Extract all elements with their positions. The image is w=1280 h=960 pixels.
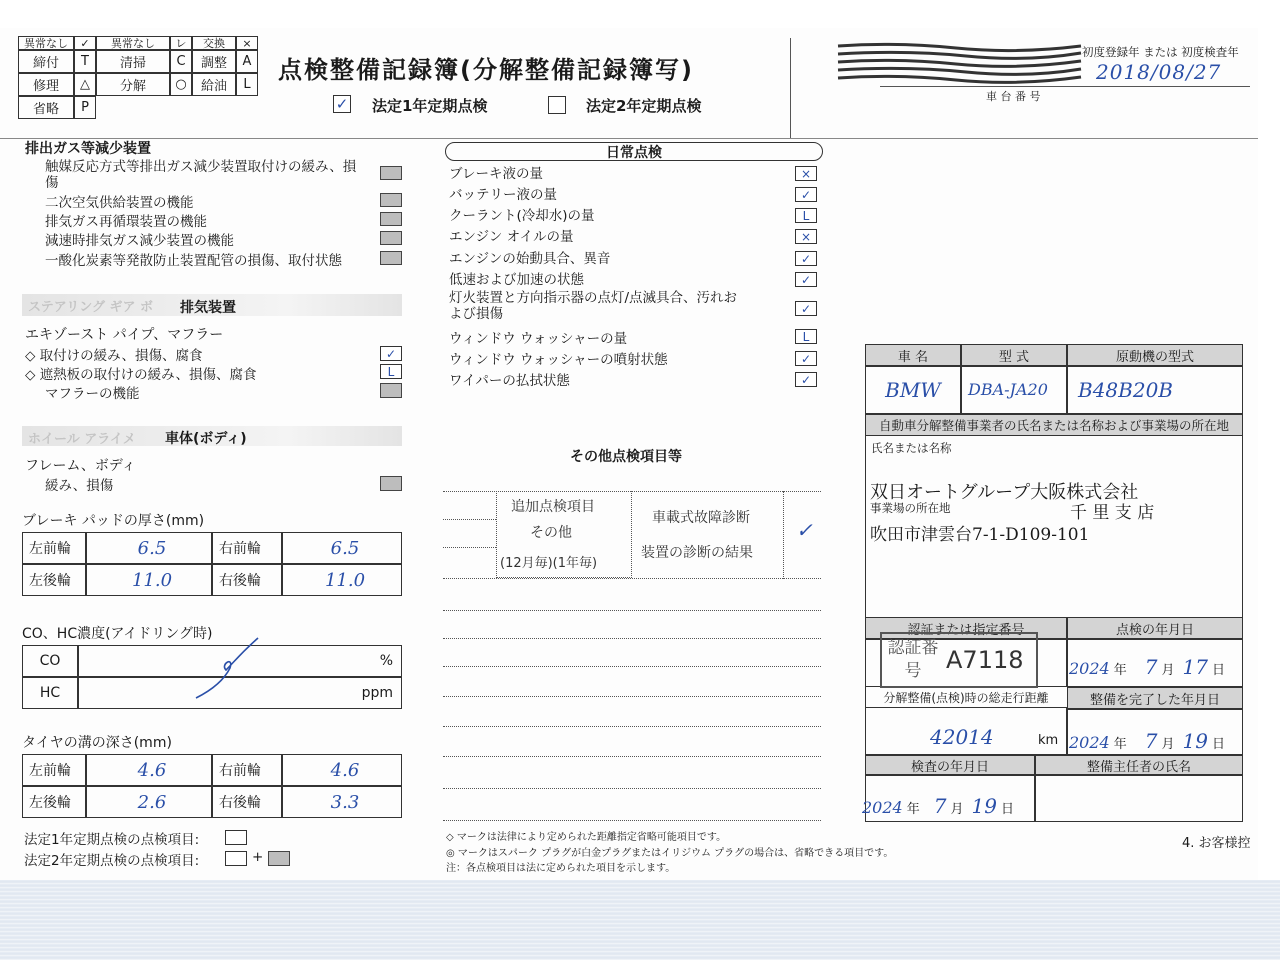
brake-rr-value[interactable]: 11.0 xyxy=(282,564,402,596)
exam-year: 2024 xyxy=(862,798,903,817)
brake-fl-label: 左前輪 xyxy=(22,532,86,564)
exhaust-item-box[interactable] xyxy=(380,193,402,207)
legend-label: 締付 xyxy=(18,50,74,73)
chief-label: 整備主任者の氏名 xyxy=(1035,755,1243,775)
daily-checkbox[interactable]: ✓ xyxy=(795,301,817,316)
chief-cell[interactable] xyxy=(1035,775,1243,822)
dotted-line xyxy=(443,610,821,611)
exhaust-device-checkbox[interactable]: L xyxy=(380,364,402,379)
exam-month: 7 xyxy=(933,794,947,818)
year-unit: 年 xyxy=(1113,663,1127,678)
additional-label: 追加点検項目 xyxy=(511,499,595,515)
inspection1-checkbox[interactable]: ✓ xyxy=(333,95,351,113)
daily-item: エンジン オイルの量 xyxy=(449,229,574,245)
tire-title: タイヤの溝の深さ(mm) xyxy=(22,735,172,751)
faded-heading: ホイール アライメ xyxy=(28,432,136,447)
inspect-date[interactable] xyxy=(1069,655,1225,679)
vehicle-engine-label: 原動機の型式 xyxy=(1067,344,1243,366)
legend-label: 交換 xyxy=(192,36,236,50)
day-unit: 日 xyxy=(1211,663,1225,678)
brake-title: ブレーキ パッドの厚さ(mm) xyxy=(22,513,205,529)
exhaust-item-box[interactable] xyxy=(380,251,402,265)
mileage-value[interactable]: 42014 xyxy=(930,725,994,749)
daily-title: 日常点検 xyxy=(445,142,823,161)
legend-label: 省略 xyxy=(18,96,74,119)
diag-box xyxy=(632,491,784,579)
daily-checkbox[interactable]: ✓ xyxy=(795,351,817,366)
hc-label: HC xyxy=(22,677,78,709)
cert-stamp xyxy=(880,632,1038,688)
legend-mark: × xyxy=(236,36,258,50)
faded-heading: ステアリング ギア ボ xyxy=(28,300,154,315)
exam-date-label: 検査の年月日 xyxy=(865,755,1035,775)
legend-label: 分解 xyxy=(96,73,170,96)
legend-label: 給油 xyxy=(192,73,236,96)
tire-rr-label: 右後輪 xyxy=(212,786,282,818)
tire-rl-label: 左後輪 xyxy=(22,786,86,818)
dotted-line xyxy=(443,756,821,757)
legend-1year: 法定1年定期点検の点検項目: xyxy=(24,832,200,848)
daily-checkbox[interactable]: ✓ xyxy=(795,272,817,287)
complete-month: 7 xyxy=(1144,729,1158,753)
exhaust-device-item: マフラーの機能 xyxy=(45,386,140,402)
exhaust-item: 触媒反応方式等排出ガス減少装置取付けの緩み、損傷 xyxy=(45,159,357,191)
legend-mark: C xyxy=(170,50,192,73)
legend-mark: A xyxy=(236,50,258,73)
tire-rl-value[interactable]: 2.6 xyxy=(86,786,212,818)
dotted-line xyxy=(443,820,821,821)
brake-rl-value[interactable]: 11.0 xyxy=(86,564,212,596)
inspect-day: 17 xyxy=(1182,655,1208,679)
year-unit: 年 xyxy=(906,802,920,817)
exhaust-title: 排出ガス等減少装置 xyxy=(25,141,151,157)
paper-edge xyxy=(0,880,1280,960)
daily-item: 灯火装置と方向指示器の点灯/点滅具合、汚れおよび損傷 xyxy=(449,290,738,322)
complete-day: 19 xyxy=(1182,729,1208,753)
body-item-box[interactable] xyxy=(380,476,402,491)
inspection2-checkbox[interactable] xyxy=(548,96,566,114)
other-title: その他点検項目等 xyxy=(570,449,682,465)
legend-label: 修理 xyxy=(18,73,74,96)
daily-checkbox[interactable]: × xyxy=(795,229,817,244)
exhaust-item: 減速時排気ガス減少装置の機能 xyxy=(45,233,234,249)
dotted-line xyxy=(443,696,821,697)
month-unit: 月 xyxy=(950,802,964,817)
vehicle-name-value[interactable]: BMW xyxy=(865,366,961,414)
diag-label1: 車載式故障診断 xyxy=(652,510,750,526)
inspection2-label: 法定2年定期点検 xyxy=(586,97,702,115)
cohc-title: CO、HC濃度(アイドリング時) xyxy=(22,626,213,642)
legend-mark: T xyxy=(74,50,96,73)
exhaust-item: 二次空気供給装置の機能 xyxy=(45,195,194,211)
chassis-number-redacted xyxy=(836,40,1086,86)
daily-item: エンジンの始動具合、異音 xyxy=(449,251,611,267)
legend-grid xyxy=(18,36,258,128)
dotted-line xyxy=(443,788,821,789)
daily-checkbox[interactable]: ✓ xyxy=(795,187,817,202)
brake-rl-label: 左後輪 xyxy=(22,564,86,596)
legend-mark: レ xyxy=(170,36,192,50)
exhaust-device-item: ◇ 取付けの緩み、損傷、腐食 xyxy=(25,348,203,364)
legend-grey-box xyxy=(268,851,290,866)
legend-white-box xyxy=(225,830,247,845)
exhaust-item: 排気ガス再循環装置の機能 xyxy=(45,214,207,230)
daily-item: ウィンドウ ウォッシャーの噴射状態 xyxy=(449,352,668,368)
exhaust-device-checkbox[interactable]: ✓ xyxy=(380,346,402,361)
tire-fl-label: 左前輪 xyxy=(22,754,86,786)
daily-item: ワイパーの払拭状態 xyxy=(449,373,570,389)
legend-plus: + xyxy=(252,849,264,865)
slash-mark xyxy=(190,634,270,704)
business-name-label: 氏名または名称 xyxy=(871,441,952,455)
body-title: 車体(ボディ) xyxy=(165,431,247,447)
exam-day: 19 xyxy=(971,794,997,818)
hc-unit[interactable]: ppm xyxy=(78,677,402,709)
dotted-line xyxy=(443,666,821,667)
day-unit: 日 xyxy=(1211,737,1225,752)
legend-label: 清掃 xyxy=(96,50,170,73)
exhaust-device-sub: エキゾースト パイプ、マフラー xyxy=(25,327,224,343)
note: 注：各点検項目は法に定められた項目を示します。 xyxy=(446,863,676,874)
complete-date[interactable] xyxy=(1069,729,1225,753)
brake-rr-label: 右後輪 xyxy=(212,564,282,596)
complete-year: 2024 xyxy=(1069,733,1110,752)
dotted-line xyxy=(443,519,496,520)
legend-label: 異常なし xyxy=(18,36,74,50)
daily-item: ウィンドウ ウォッシャーの量 xyxy=(449,331,628,347)
business-header: 自動車分解整備事業者の氏名または名称および事業場の所在地 xyxy=(865,414,1243,436)
business-address: 吹田市津雲台7-1-D109-101 xyxy=(870,525,1090,545)
dotted-line xyxy=(443,638,821,639)
legend-white-box xyxy=(225,851,247,866)
first-reg-label: 初度登録年 または 初度検査年 xyxy=(1082,45,1239,59)
exhaust-device-title: 排気装置 xyxy=(180,300,236,316)
inspection1-label: 法定1年定期点検 xyxy=(372,97,488,115)
vehicle-model-label: 型 式 xyxy=(961,344,1067,366)
exhaust-item-box[interactable] xyxy=(380,231,402,245)
exhaust-device-item: ◇ 遮熱板の取付けの緩み、損傷、腐食 xyxy=(25,367,257,383)
legend-mark: △ xyxy=(74,73,96,96)
dotted-line xyxy=(443,578,821,579)
cert-label: 認証または指定番号 xyxy=(865,617,1067,639)
exam-date[interactable] xyxy=(862,794,1014,818)
day-unit: 日 xyxy=(1000,802,1014,817)
exhaust-item: 一酸化炭素等発散防止装置配管の損傷、取付状態 xyxy=(45,253,342,269)
business-company: 双日オートグループ大阪株式会社 xyxy=(870,482,1139,503)
month-unit: 月 xyxy=(1161,737,1175,752)
divider xyxy=(0,138,1258,139)
brake-fr-label: 右前輪 xyxy=(212,532,282,564)
legend-mark: P xyxy=(74,96,96,119)
daily-checkbox[interactable]: L xyxy=(795,208,817,223)
inspect-month: 7 xyxy=(1144,655,1158,679)
business-branch: 千 里 支 店 xyxy=(1070,503,1155,523)
note: ◇ マークは法律により定められた距離指定省略可能項目です。 xyxy=(446,832,727,843)
legend-mark: ✓ xyxy=(74,36,96,50)
first-reg-value: 2018/08/27 xyxy=(1096,60,1222,84)
body-sub: フレーム、ボディ xyxy=(25,458,136,474)
daily-item: 低速および加速の状態 xyxy=(449,272,584,288)
brake-fl-value[interactable]: 6.5 xyxy=(86,532,212,564)
brake-fr-value[interactable]: 6.5 xyxy=(282,532,402,564)
divider xyxy=(790,38,791,138)
year-unit: 年 xyxy=(1113,737,1127,752)
cert-number: A7118 xyxy=(946,646,1024,674)
daily-checkbox[interactable]: L xyxy=(795,329,817,344)
dotted-line xyxy=(443,547,496,548)
legend-mark: ○ xyxy=(170,73,192,96)
daily-item: バッテリー液の量 xyxy=(449,187,557,203)
legend-2year: 法定2年定期点検の点検項目: xyxy=(24,853,200,869)
legend-label: 調整 xyxy=(192,50,236,73)
exhaust-device-box[interactable] xyxy=(380,383,402,398)
body-item: 緩み、損傷 xyxy=(45,478,114,494)
daily-item: クーラント(冷却水)の量 xyxy=(449,208,595,224)
tire-fl-value[interactable]: 4.6 xyxy=(86,754,212,786)
exhaust-item-box[interactable] xyxy=(380,166,402,180)
mileage-label: 分解整備(点検)時の総走行距離 xyxy=(883,690,1049,705)
diag-label2: 装置の診断の結果 xyxy=(641,545,753,561)
inspect-year: 2024 xyxy=(1069,659,1110,678)
legend-label: 異常なし xyxy=(96,36,170,50)
business-location-label: 事業場の所在地 xyxy=(870,501,951,515)
note: ◎ マークはスパーク プラグが白金プラグまたはイリジウム プラグの場合は、省略できる項目です。 xyxy=(446,848,894,859)
tire-rr-value[interactable]: 3.3 xyxy=(282,786,402,818)
tire-fr-value[interactable]: 4.6 xyxy=(282,754,402,786)
additional-period: (12月毎)(1年毎) xyxy=(500,556,598,571)
daily-checkbox[interactable]: × xyxy=(795,166,817,181)
inspect-date-label: 点検の年月日 xyxy=(1067,617,1243,639)
month-unit: 月 xyxy=(1161,663,1175,678)
daily-checkbox[interactable]: ✓ xyxy=(795,251,817,266)
co-label: CO xyxy=(22,645,78,677)
diag-check[interactable]: ✓ xyxy=(796,518,813,542)
mileage-unit: km xyxy=(1038,733,1059,748)
tire-fr-label: 右前輪 xyxy=(212,754,282,786)
vehicle-name-label: 車 名 xyxy=(865,344,961,366)
co-unit[interactable]: % xyxy=(78,645,402,677)
daily-item: ブレーキ液の量 xyxy=(449,166,543,182)
legend-mark: L xyxy=(236,73,258,96)
exhaust-item-box[interactable] xyxy=(380,212,402,226)
additional-other: その他 xyxy=(530,525,572,541)
daily-checkbox[interactable]: ✓ xyxy=(795,372,817,387)
vehicle-model-value[interactable]: DBA-JA20 xyxy=(961,366,1067,414)
chassis-label: 車 台 番 号 xyxy=(986,90,1041,103)
vehicle-engine-value[interactable]: B48B20B xyxy=(1067,366,1243,414)
complete-date-label: 整備を完了した年月日 xyxy=(1067,687,1243,709)
cert-stamp-text: 認証番号 xyxy=(887,638,939,681)
page-footer: 4. お客様控 xyxy=(1182,836,1251,851)
divider xyxy=(880,86,1250,87)
dotted-line xyxy=(443,726,821,727)
page-title: 点検整備記録簿(分解整備記録簿写) xyxy=(278,56,694,84)
